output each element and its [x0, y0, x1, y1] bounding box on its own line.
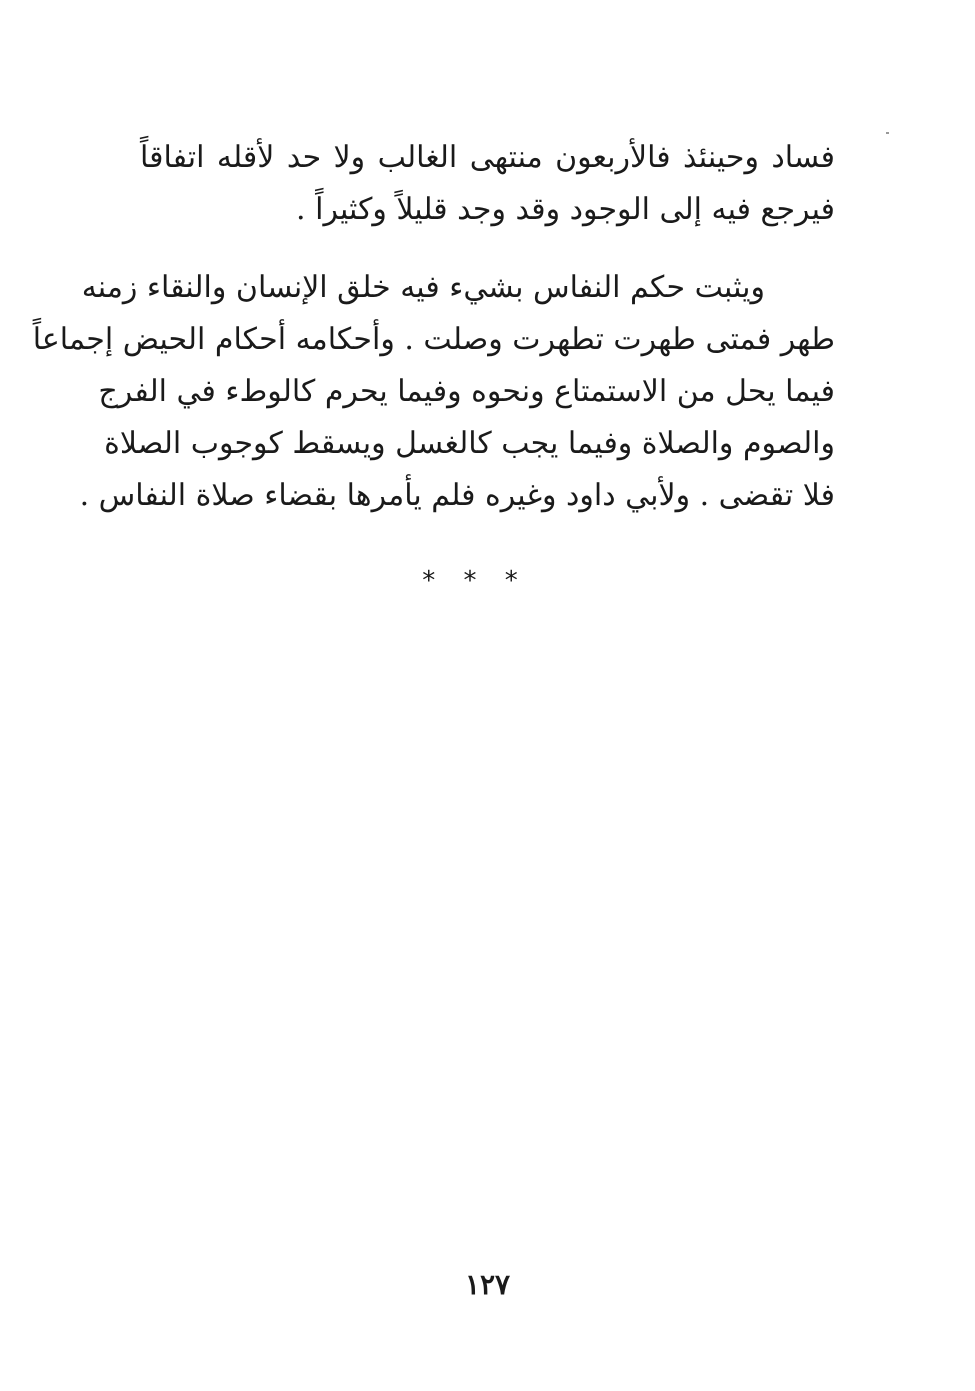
page-number: ١٢٧ — [464, 1268, 511, 1301]
section-separator: * * * — [422, 566, 528, 596]
text-line: فلا تقضى . ولأبي داود وغيره فلم يأمرها بقضاء صلاة النفاس . — [79, 478, 835, 513]
text-line: فساد وحينئذ فالأربعون منتهى الغالب ولا حد لأقله اتفاقاً — [140, 140, 835, 175]
text-line: طهر فمتى طهرت تطهرت وصلت . وأحكامه أحكام الحيض إجماعاً — [32, 322, 835, 357]
paragraph-2 — [32, 262, 835, 522]
scan-speck — [886, 132, 889, 134]
text-line: والصوم والصلاة وفيما يجب كالغسل ويسقط كوجوب الصلاة — [104, 426, 835, 461]
text-line: فيما يحل من الاستمتاع ونحوه وفيما يحرم كالوطء في الفرج — [98, 374, 835, 409]
text-line: فيرجع فيه إلى الوجود وقد وجد قليلاً وكثيراً . — [296, 192, 835, 227]
text-line: ويثبت حكم النفاس بشيء فيه خلق الإنسان والنقاء زمنه — [81, 270, 765, 305]
paragraph-1 — [140, 132, 835, 236]
